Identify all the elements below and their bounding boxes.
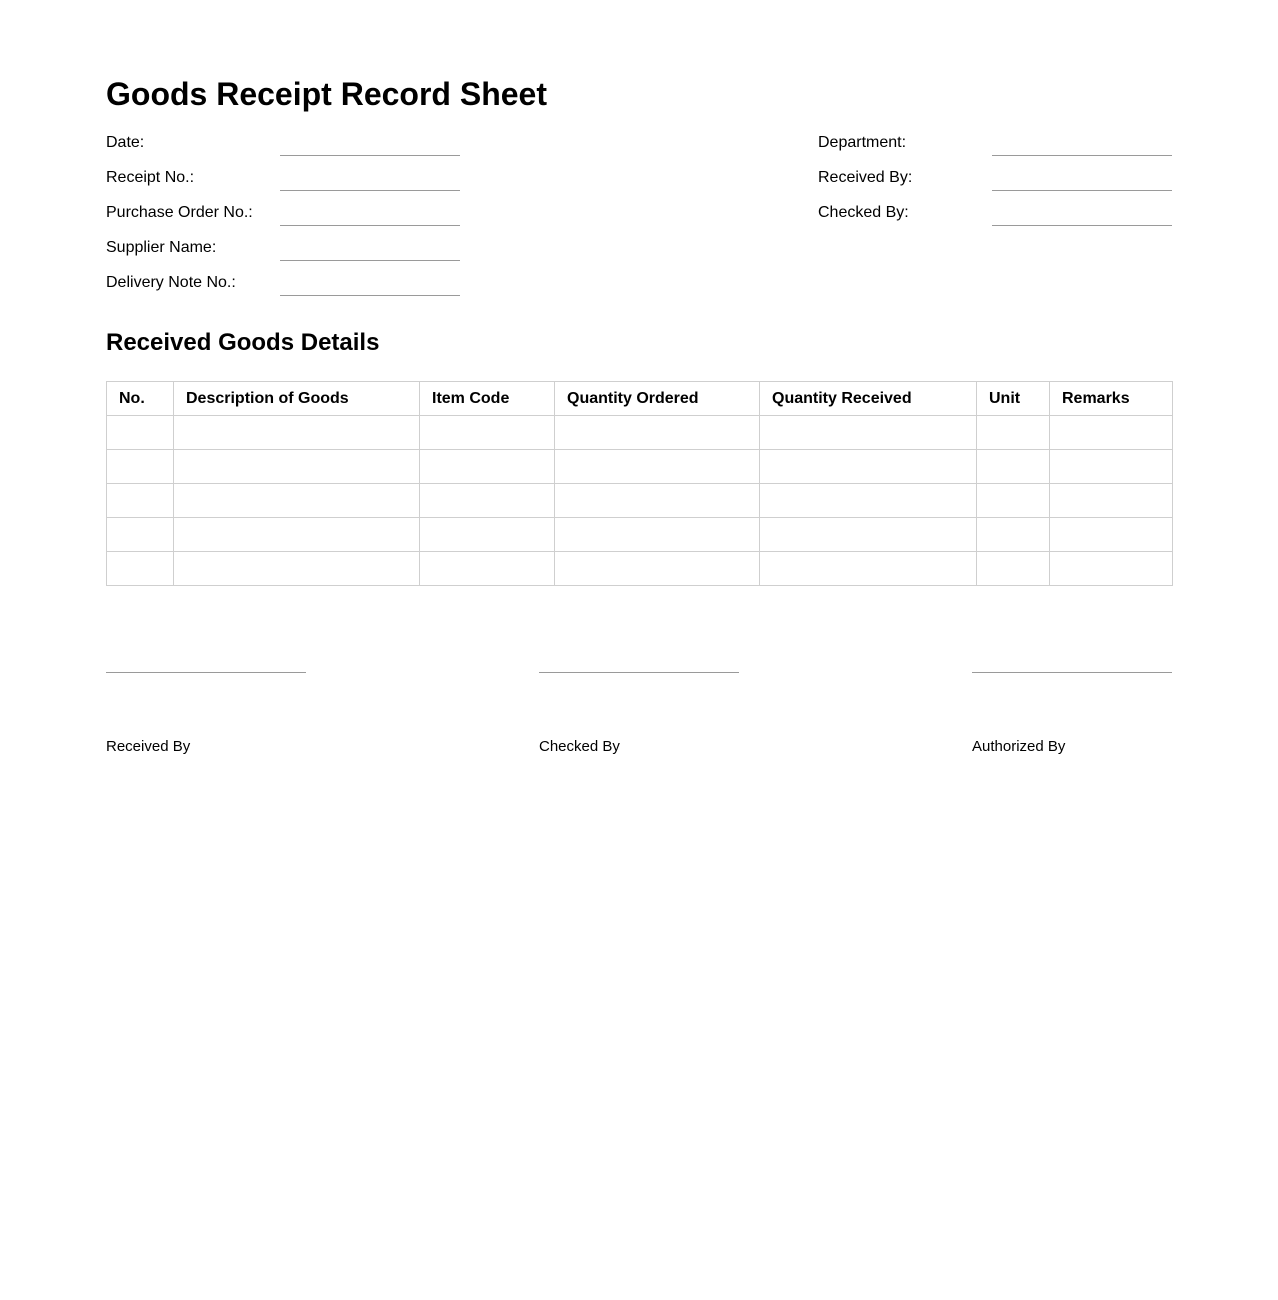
received-by-input-line[interactable]	[992, 190, 1172, 191]
received-by-signature-label: Received By	[106, 738, 191, 755]
authorized-by-signature-label: Authorized By	[972, 738, 1066, 755]
field-label: Purchase Order No.:	[106, 204, 253, 221]
table-row	[107, 552, 1173, 586]
table-cell[interactable]	[760, 450, 977, 484]
header-fields-right	[818, 127, 1172, 232]
field-label: Department:	[818, 134, 907, 151]
table-cell[interactable]	[760, 416, 977, 450]
column-header-quantity-ordered: Quantity Ordered	[555, 382, 760, 416]
table-row	[107, 518, 1173, 552]
table-cell[interactable]	[760, 484, 977, 518]
column-header-item-code: Item Code	[420, 382, 555, 416]
purchase-order-no-input-line[interactable]	[280, 225, 460, 226]
table-row	[107, 450, 1173, 484]
received-by-signature-line[interactable]	[106, 672, 306, 673]
table-cell[interactable]	[420, 450, 555, 484]
field-label: Receipt No.:	[106, 169, 195, 186]
checked-by-signature-label: Checked By	[539, 738, 620, 755]
table-cell[interactable]	[760, 518, 977, 552]
authorized-by-signature-line[interactable]	[972, 672, 1172, 673]
table-cell[interactable]	[107, 484, 174, 518]
field-label: Date:	[106, 134, 145, 151]
table-cell[interactable]	[107, 450, 174, 484]
table-cell[interactable]	[977, 484, 1050, 518]
field-receipt-no	[106, 162, 460, 197]
field-label: Checked By:	[818, 204, 909, 221]
supplier-name-input-line[interactable]	[280, 260, 460, 261]
table-cell[interactable]	[174, 552, 420, 586]
table-cell[interactable]	[174, 518, 420, 552]
table-cell[interactable]	[1050, 450, 1173, 484]
table-cell[interactable]	[1050, 416, 1173, 450]
table-row	[107, 416, 1173, 450]
column-header-no: No.	[107, 382, 174, 416]
field-checked-by	[818, 197, 1172, 232]
table-cell[interactable]	[977, 552, 1050, 586]
received-goods-table	[106, 381, 1173, 586]
table-cell[interactable]	[107, 416, 174, 450]
column-header-remarks: Remarks	[1050, 382, 1173, 416]
table-cell[interactable]	[555, 416, 760, 450]
column-header-unit: Unit	[977, 382, 1050, 416]
field-purchase-order-no	[106, 197, 460, 232]
table-cell[interactable]	[977, 518, 1050, 552]
field-supplier-name	[106, 232, 460, 267]
header-fields-left	[106, 127, 460, 302]
field-label: Delivery Note No.:	[106, 274, 236, 291]
field-delivery-note-no	[106, 267, 460, 302]
table-cell[interactable]	[1050, 518, 1173, 552]
section-title: Received Goods Details	[106, 329, 380, 356]
table-cell[interactable]	[420, 416, 555, 450]
table-header-row	[107, 382, 1173, 416]
table-cell[interactable]	[555, 552, 760, 586]
table-cell[interactable]	[174, 450, 420, 484]
table-cell[interactable]	[555, 450, 760, 484]
table-cell[interactable]	[555, 518, 760, 552]
table-row	[107, 484, 1173, 518]
delivery-note-no-input-line[interactable]	[280, 295, 460, 296]
table-cell[interactable]	[420, 484, 555, 518]
table-cell[interactable]	[174, 416, 420, 450]
table-cell[interactable]	[107, 552, 174, 586]
field-date	[106, 127, 460, 162]
table-cell[interactable]	[174, 484, 420, 518]
checked-by-signature-line[interactable]	[539, 672, 739, 673]
table-cell[interactable]	[420, 518, 555, 552]
checked-by-input-line[interactable]	[992, 225, 1172, 226]
table-cell[interactable]	[107, 518, 174, 552]
column-header-description: Description of Goods	[174, 382, 420, 416]
field-received-by	[818, 162, 1172, 197]
date-input-line[interactable]	[280, 155, 460, 156]
table-cell[interactable]	[760, 552, 977, 586]
column-header-quantity-received: Quantity Received	[760, 382, 977, 416]
table-cell[interactable]	[1050, 484, 1173, 518]
department-input-line[interactable]	[992, 155, 1172, 156]
table-cell[interactable]	[977, 450, 1050, 484]
table-cell[interactable]	[1050, 552, 1173, 586]
page-title: Goods Receipt Record Sheet	[106, 76, 547, 112]
field-label: Supplier Name:	[106, 239, 217, 256]
table-cell[interactable]	[555, 484, 760, 518]
field-label: Received By:	[818, 169, 913, 186]
table-cell[interactable]	[420, 552, 555, 586]
receipt-no-input-line[interactable]	[280, 190, 460, 191]
field-department	[818, 127, 1172, 162]
table-cell[interactable]	[977, 416, 1050, 450]
